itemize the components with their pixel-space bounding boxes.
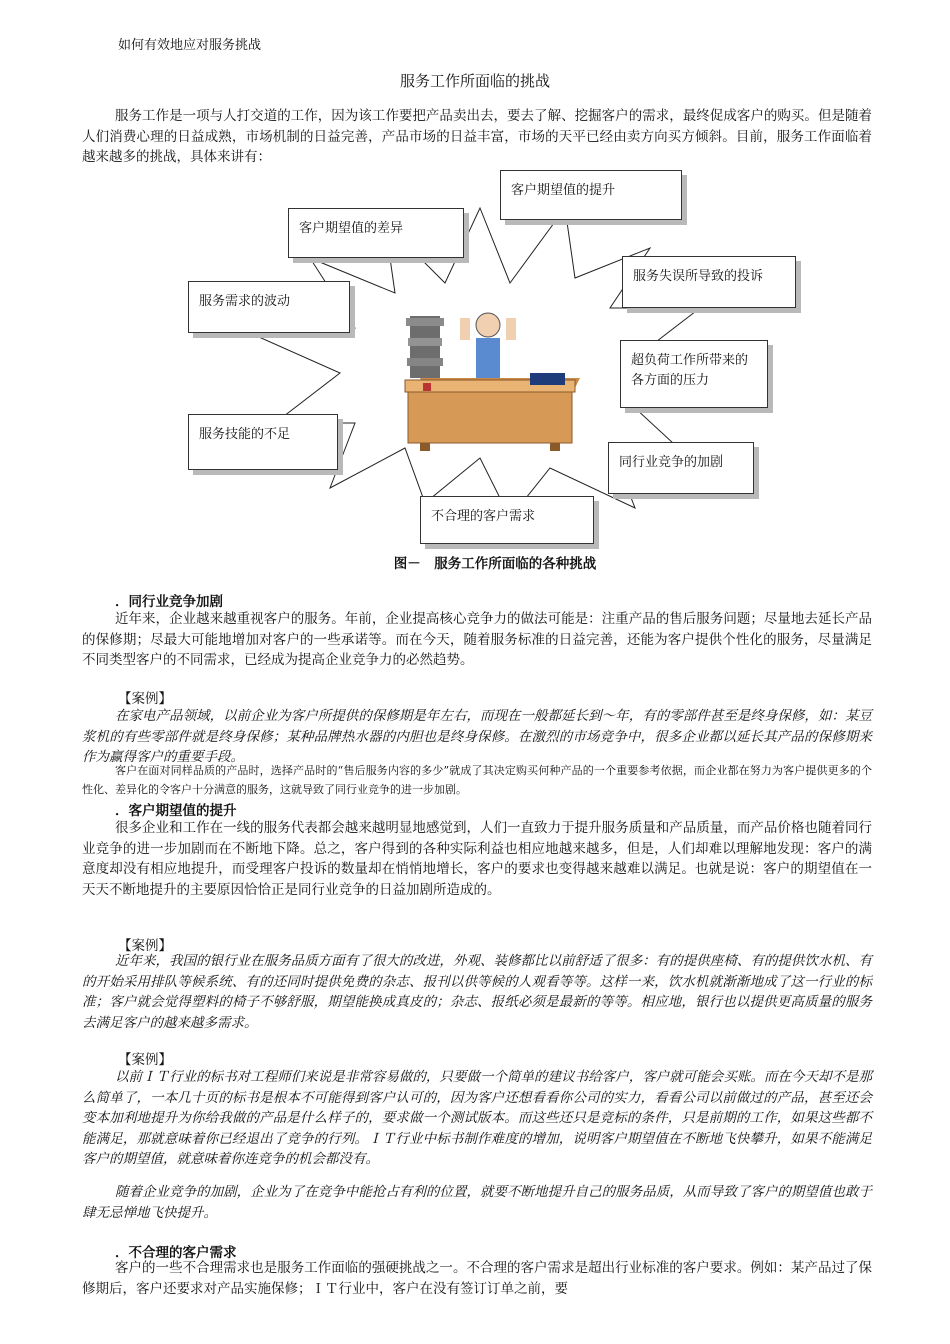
- challenge-box-overload-pressure: 超负荷工作所带来的各方面的压力: [620, 340, 768, 408]
- challenge-box-skill-shortage: 服务技能的不足: [188, 414, 338, 470]
- case-bank-service: 近年来，我国的银行业在服务品质方面有了很大的改进，外观、装修都比以前舒适了很多：有的提供座椅、有的提供饮水机、有的开始采用排队等候系统、有的还同时提供免费的杂志、报刊以供等候的人观看等等。这样一来，饮水机就渐渐地成了这一行业的标准；客户就会觉得塑料的椅子不够舒服，期望能换成真皮的；杂志、报纸必须是最新的等等。相应地，银行也以提供更高质量的服务去满足客户的越来越多需求。: [82, 953, 872, 1031]
- case-label: 【案例】: [118, 691, 172, 707]
- page-header: 如何有效地应对服务挑战: [118, 38, 262, 53]
- intro-paragraph: 服务工作是一项与人打交道的工作，因为该工作要把产品卖出去，要去了解、挖掘客户的需求，最终促成客户的购买。但是随着人们消费心理的日益成熟，市场机制的日益完善，产品市场的日益丰富，市场的天平已经由卖方向买方倾斜。目前，服务工作面临着越来越多的挑战，具体来讲有：: [82, 108, 872, 165]
- figure-caption: 图－ 服务工作所面临的各种挑战: [393, 556, 597, 572]
- challenge-box-expectation-rise: 客户期望值的提升: [500, 170, 682, 220]
- case-label: 【案例】: [118, 938, 172, 954]
- challenge-box-competition: 同行业竞争的加剧: [608, 442, 754, 494]
- challenge-box-unreasonable-demand: 不合理的客户需求: [420, 496, 594, 544]
- section-unreasonable-paragraph: 客户的一些不合理需求也是服务工作面临的强硬挑战之一。不合理的客户需求是超出行业标准的客户要求。例如：某产品过了保修期后，客户还要求对产品实施保修；ＩＴ行业中，客户在没有签订订单之前，要: [82, 1260, 872, 1297]
- section-competition-paragraph: 近年来，企业越来越重视客户的服务。年前，企业提高核心竞争力的做法可能是：注重产品的售后服务问题；尽量地去延长产品的保修期；尽最大可能地增加对客户的一些承诺等。而在今天，随着服务标准的日益完善，还能为客户提供个性化的服务，尽量满足不同类型客户的不同需求，已经成为提高企业竞争力的必然趋势。: [82, 611, 872, 668]
- section-expectation-paragraph: 很多企业和工作在一线的服务代表都会越来越明显地感觉到，人们一直致力于提升服务质量和产品质量，而产品价格也随着同行业竞争的进一步加剧而在不断地下降。总之，客户得到的各种实际利益也相应地越来越多，但是，人们却难以理解地发现：客户的满意度却没有相应地提升，而受理客户投诉的数量却在悄悄地增长，客户的要求也变得越来越难以满足。也就是说：客户的期望值在一天天不断地提升的主要原因恰恰正是同行业竞争的日益加剧所造成的。: [82, 820, 872, 898]
- challenge-box-service-error-complaint: 服务失误所导致的投诉: [622, 256, 796, 308]
- section-heading-competition: ．同行业竞争加剧: [115, 594, 223, 610]
- case-appliance-warranty: 在家电产品领域，以前企业为客户所提供的保修期是年左右，而现在一般都延长到～年，有的零部件甚至是终身保修，如：某豆浆机的有些零部件就是终身保修；某种品牌热水器的内胆也是终身保修。在激烈的市场竞争中，很多企业都以延长其产品的保修期来作为赢得客户的重要手段。: [82, 708, 872, 765]
- case-label: 【案例】: [118, 1052, 172, 1068]
- section-heading-unreasonable: ．不合理的客户需求: [115, 1245, 237, 1261]
- section-heading-expectation: ．客户期望值的提升: [115, 803, 237, 819]
- page-title: 服务工作所面临的挑战: [399, 72, 550, 90]
- case-it-bidding: 以前ＩＴ行业的标书对工程师们来说是非常容易做的，只要做一个简单的建议书给客户，客户就可能会买账。而在今天却不是那么简单了，一本几十页的标书是根本不可能得到客户认可的，因为客户还想看看你公司的实力，看看公司以前做过的产品，甚至还会变本加利地提升为你给我做的产品是什么样子的，要求做一个测试版本。而这些还只是竞标的条件，只是前期的工作，如果这些都不能满足，那就意味着你已经退出了竞争的行列。ＩＴ行业中标书制作难度的增加，说明客户期望值在不断地飞快攀升，如果不能满足客户的期望值，就意味着你连竞争的机会都没有。: [82, 1069, 872, 1167]
- challenge-box-expectation-difference: 客户期望值的差异: [288, 208, 464, 258]
- case-it-bidding-conclusion: 随着企业竞争的加剧，企业为了在竞争中能抢占有利的位置，就要不断地提升自己的服务品质，从而导致了客户的期望值也敢于肆无忌惮地飞快提升。: [82, 1184, 872, 1221]
- competition-note: 客户在面对同样品质的产品时，选择产品时的“售后服务内容的多少”就成了其决定购买何种产品的一个重要参考依据，而企业都在努力为客户提供更多的个性化、差异化的令客户十分满意的服务，这就导致了同行业竞争的进一步加剧。: [82, 764, 872, 796]
- challenge-box-demand-fluctuation: 服务需求的波动: [188, 281, 350, 333]
- challenges-diagram: [180, 168, 820, 548]
